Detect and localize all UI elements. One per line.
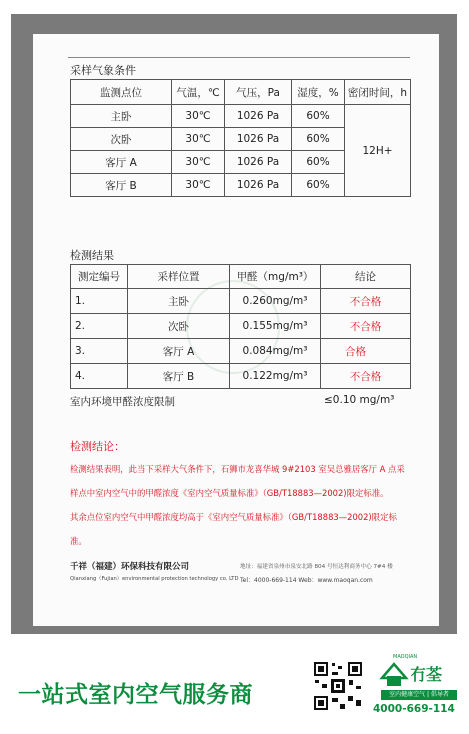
verdict-cell: 不合格 xyxy=(321,289,411,314)
brand-name-en: MAOQIAN xyxy=(393,654,418,660)
table-cell: 30℃ xyxy=(172,128,225,151)
table-cell: 0.084mg/m³ xyxy=(230,339,321,364)
table-cell: 客厅 B xyxy=(71,174,172,197)
table-row xyxy=(71,364,411,389)
table-cell: 0.122mg/m³ xyxy=(230,364,321,389)
table-cell: 主卧 xyxy=(71,105,172,128)
limit-label: 室内环境甲醛浓度限制 xyxy=(70,396,175,408)
conclusion-title: 检测结论： xyxy=(70,440,125,453)
conclusion-line: 准。 xyxy=(70,536,87,546)
table-row xyxy=(71,105,411,128)
table-cell: 4. xyxy=(71,364,128,389)
header-cell: 采样位置 xyxy=(128,265,230,289)
table-cell: 1026 Pa xyxy=(225,151,292,174)
table-cell: 1026 Pa xyxy=(225,174,292,197)
header-cell: 气压，Pa xyxy=(225,80,292,105)
conclusion-line: 其余点位室内空气中甲醛浓度均高于《室内空气质量标准》（GB/T18883—2002)限定标 xyxy=(70,512,397,522)
table-cell: 客厅 B xyxy=(128,364,230,389)
results-table xyxy=(70,264,411,389)
header-cell: 甲醛（mg/m³） xyxy=(230,265,321,289)
table-cell: 60% xyxy=(292,151,345,174)
table-cell: 主卧 xyxy=(128,289,230,314)
verdict-cell: 合格 xyxy=(321,339,411,364)
table-cell: 2. xyxy=(71,314,128,339)
table-cell: 0.260mg/m³ xyxy=(230,289,321,314)
company-name-en: Qianxiang（Fujian）environmental protection technology co. LTD xyxy=(70,576,239,582)
header-cell: 监测点位 xyxy=(71,80,172,105)
qr-code-icon xyxy=(312,660,364,712)
table-row xyxy=(71,339,411,364)
verdict-cell: 不合格 xyxy=(321,314,411,339)
table-cell: 60% xyxy=(292,128,345,151)
company-name: 千祥（福建）环保科技有限公司 xyxy=(70,562,190,572)
results-section-title: 检测结果 xyxy=(70,249,114,262)
header-rule xyxy=(68,57,410,58)
table-cell: 30℃ xyxy=(172,151,225,174)
header-cell: 气温，℃ xyxy=(172,80,225,105)
table-row xyxy=(71,289,411,314)
company-address: 地址：福建省泉州市泉安北路 804 号恒达利商务中心 7#4 楼 xyxy=(240,564,393,570)
brand-tagline: 室内健康空气 | 倡导者 xyxy=(381,690,457,700)
table-cell: 60% xyxy=(292,105,345,128)
limit-value: ≤0.10 mg/m³ xyxy=(324,394,395,406)
table-row xyxy=(71,314,411,339)
header-cell: 测定编号 xyxy=(71,265,128,289)
table-cell: 次卧 xyxy=(128,314,230,339)
table-cell: 60% xyxy=(292,174,345,197)
company-contact: Tel：4000-669-114 Web：www.maoqan.com xyxy=(240,577,373,584)
table-cell: 客厅 A xyxy=(71,151,172,174)
closed-time-cell: 12H+ xyxy=(345,105,411,197)
conclusion-line: 检测结果表明，此当下采样大气条件下，石狮市龙喜华城 9#2103 室吴总雅居客厅 A 点采 xyxy=(70,464,405,474)
header-cell: 密闭时间，h xyxy=(345,80,411,105)
conclusion-line: 样点中室内空气中的甲醛浓度《室内空气质量标准》（GB/T18883—2002)限定标准。 xyxy=(70,488,389,498)
table-cell: 1. xyxy=(71,289,128,314)
brand-phone: 4000-669-114 xyxy=(373,703,455,715)
weather-header-row xyxy=(71,80,411,105)
brand-name: 冇荃 xyxy=(410,665,443,684)
results-header-row xyxy=(71,265,411,289)
table-cell: 3. xyxy=(71,339,128,364)
table-cell: 次卧 xyxy=(71,128,172,151)
table-cell: 1026 Pa xyxy=(225,105,292,128)
header-cell: 结论 xyxy=(321,265,411,289)
table-cell: 客厅 A xyxy=(128,339,230,364)
weather-table xyxy=(70,79,411,197)
table-cell: 30℃ xyxy=(172,105,225,128)
weather-section-title: 采样气象条件 xyxy=(70,64,136,77)
verdict-cell: 不合格 xyxy=(321,364,411,389)
banner-slogan: 一站式室内空气服务商 xyxy=(18,682,253,708)
table-cell: 1026 Pa xyxy=(225,128,292,151)
table-cell: 30℃ xyxy=(172,174,225,197)
header-cell: 湿度，% xyxy=(292,80,345,105)
table-cell: 0.155mg/m³ xyxy=(230,314,321,339)
